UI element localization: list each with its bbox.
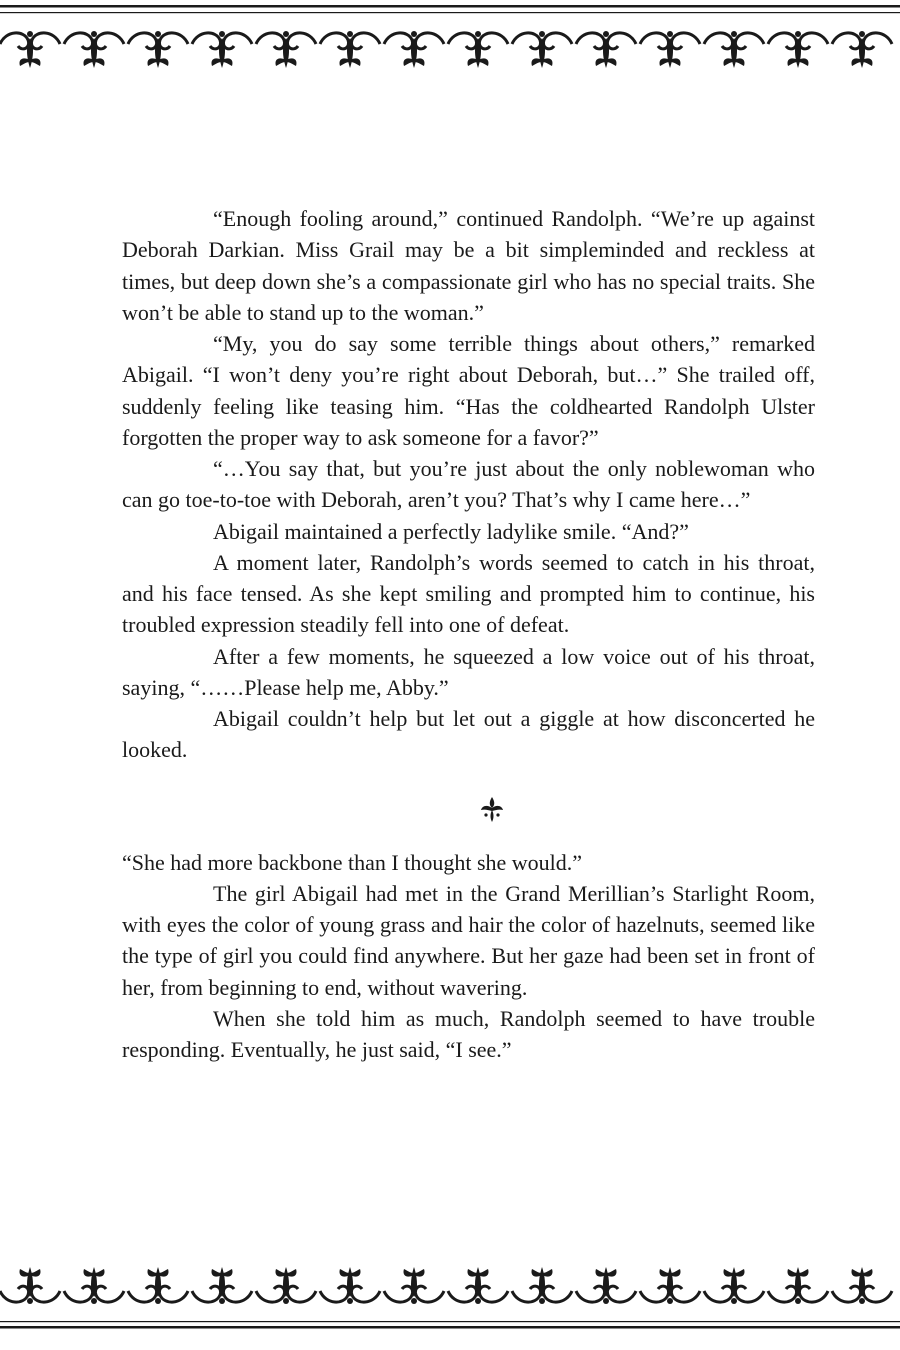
paragraph: Abigail maintained a perfectly ladylike smile. “And?”: [213, 518, 689, 544]
paragraph: The girl Abigail had met in the Grand Merillian’s Starlight Room, with eyes the color of young grass and hair the color of hazelnuts, seemed like the type of girl you could find anywhere. But her gaze had been set in front of her, from beginning to end, without wavering.: [122, 880, 815, 1000]
paragraph: “My, you do say some terrible things about others,” remarked Abigail. “I won’t deny you’re right about Deborah, but…” She trailed off, suddenly feeling like teasing him. “Has the coldhearted Randolph Ulster forgotten the proper way to ask someone for a favor?”: [122, 331, 815, 450]
paragraph: “…You say that, but you’re just about the only noblewoman who can go toe-to-toe with Deborah, aren’t you? That’s why I came here…”: [122, 456, 815, 513]
paragraph: “Enough fooling around,” continued Randolph. “We’re up against Deborah Darkian. Miss Grail may be a bit simpleminded and reckless at times, but deep down she’s a compassionate girl who has no special traits. She won’t be able to stand up to the woman.”: [122, 206, 815, 325]
top-ornamental-border: [0, 0, 900, 80]
paragraph: When she told him as much, Randolph seemed to have trouble responding. Eventually, he just said, “I see.”: [122, 1005, 815, 1062]
paragraph: Abigail couldn’t help but let out a giggle at how disconcerted he looked.: [122, 706, 815, 763]
bottom-ornamental-border: [0, 1255, 900, 1335]
paragraph: After a few moments, he squeezed a low voice out of his throat, saying, “……Please help me, Abby.”: [122, 643, 815, 700]
paragraph: A moment later, Randolph’s words seemed to catch in his throat, and his face tensed. As she kept smiling and prompted him to continue, his troubled expression steadily fell into one of defeat.: [122, 549, 815, 638]
fleuron-icon: [479, 795, 505, 823]
page-body: [122, 203, 815, 1065]
paragraph: “She had more backbone than I thought she would.”: [122, 849, 583, 875]
scene-break: [122, 779, 815, 839]
